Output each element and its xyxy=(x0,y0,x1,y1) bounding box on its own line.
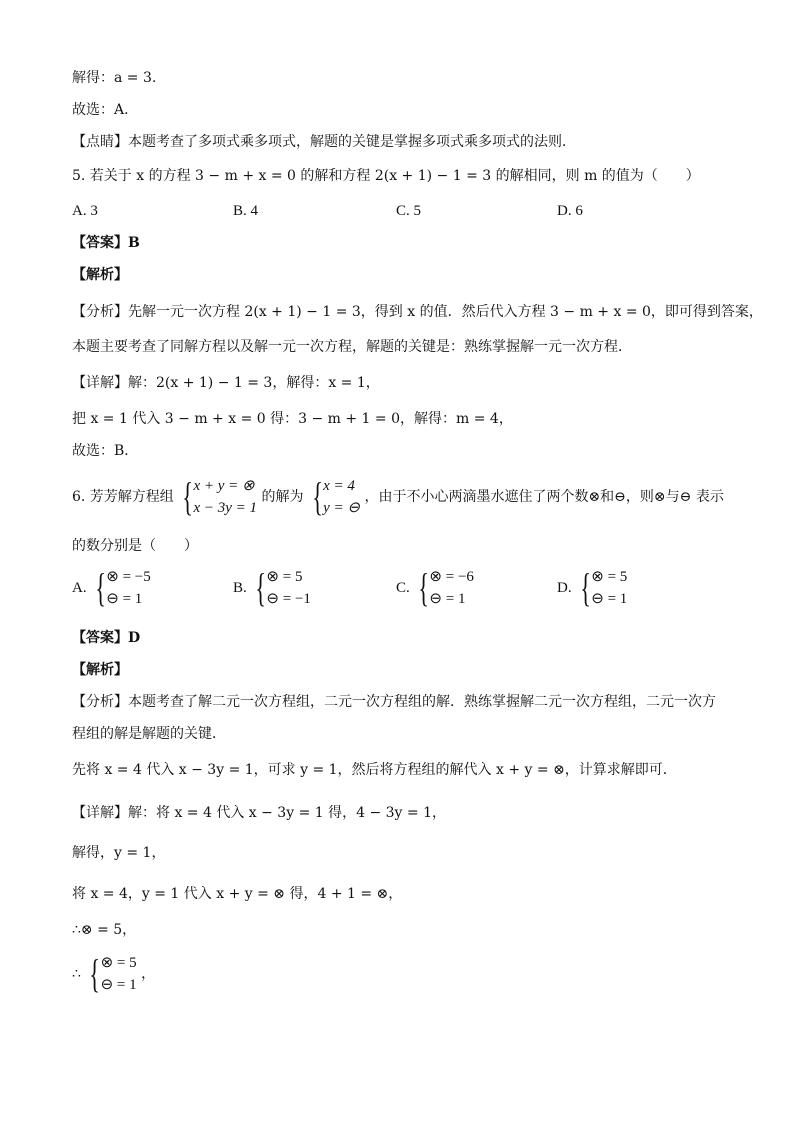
option-label: D. xyxy=(557,580,572,596)
choice-line: 故选：A． xyxy=(72,102,139,118)
q5-option-a: A. 3 xyxy=(72,203,98,219)
brace-icon: { xyxy=(89,951,101,996)
analysis-5-line-2: 本题主要考查了同解方程以及解一元一次方程，解题的关键是：熟练掌握解一元一次方程． xyxy=(72,339,632,355)
system-row: y = ⊖ xyxy=(323,500,360,516)
q6-middle: 的解为 xyxy=(261,489,304,505)
option-label: A. xyxy=(72,580,87,596)
analysis-6-line-3: 先将 x = 4 代入 x − 3y = 1，可求 y = 1，然后将方程组的解代入 x + y = ⊗，计算求解即可． xyxy=(72,762,677,778)
system-row: ⊗ = 5 xyxy=(591,569,628,585)
system-row: ⊗ = −5 xyxy=(106,569,151,585)
answer-5: 【答案】B xyxy=(72,235,140,251)
system-row: ⊖ = 1 xyxy=(106,591,143,607)
equation-system-2 xyxy=(308,475,360,519)
q6-option-b xyxy=(233,566,311,610)
system-row: x + y = ⊗ xyxy=(193,478,255,494)
q6-option-c xyxy=(396,566,474,610)
system-row: ⊖ = −1 xyxy=(266,591,311,607)
brace-icon: { xyxy=(418,565,430,610)
q6-prefix: 6. 芳芳解方程组 xyxy=(72,489,174,505)
detail-6-line-3: 将 x = 4，y = 1 代入 x + y = ⊗ 得，4 + 1 = ⊗， xyxy=(72,886,403,902)
detail-6-line-4: ∴⊗ = 5， xyxy=(72,922,137,938)
detail-5-line-3: 故选：B． xyxy=(72,443,139,459)
option-label: B. xyxy=(233,580,247,596)
q5-option-c: C. 5 xyxy=(396,203,422,219)
trailing-comma: ， xyxy=(141,966,156,982)
q6-option-d xyxy=(557,566,627,610)
analysis-heading-5: 【解析】 xyxy=(72,267,128,283)
equation-system-1 xyxy=(178,475,257,519)
question-6 xyxy=(72,473,724,521)
system-row: ⊖ = 1 xyxy=(429,591,466,607)
question-6-line-2: 的数分别是（ ） xyxy=(72,538,198,554)
detail-6-line-1: 【详解】解：将 x = 4 代入 x − 3y = 1 得，4 − 3y = 1， xyxy=(72,805,447,821)
analysis-6-line-2: 程组的解是解题的关键． xyxy=(72,726,226,742)
system-row: ⊗ = 5 xyxy=(266,569,303,585)
therefore-symbol: ∴ xyxy=(72,966,81,982)
system-row: ⊗ = −6 xyxy=(429,569,474,585)
q5-option-b: B. 4 xyxy=(233,203,259,219)
system-row: x − 3y = 1 xyxy=(193,500,258,516)
q6-suffix: ，由于不小心两滴墨水遮住了两个数⊗和⊖，则⊗与⊖ 表示 xyxy=(364,489,724,505)
comment-line: 【点睛】本题考查了多项式乘多项式，解题的关键是掌握多项式乘多项式的法则． xyxy=(72,134,576,150)
detail-5-line-2: 把 x = 1 代入 3 − m + x = 0 得：3 − m + 1 = 0，解得：m = 4， xyxy=(72,411,513,427)
system-row: ⊖ = 1 xyxy=(591,591,628,607)
analysis-5-line-1: 【分析】先解一元一次方程 2(x + 1) − 1 = 3，得到 x 的值．然后代入方程 3 − m + x = 0，即可得到答案， xyxy=(72,304,763,320)
system-row: ⊗ = 5 xyxy=(100,955,137,971)
brace-icon: { xyxy=(182,474,194,519)
brace-icon: { xyxy=(95,565,106,610)
option-label: C. xyxy=(396,580,410,596)
question-5: 5. 若关于 x 的方程 3 − m + x = 0 的解和方程 2(x + 1) − 1 = 3 的解相同，则 m 的值为（ ） xyxy=(72,168,700,184)
analysis-heading-6: 【解析】 xyxy=(72,662,128,678)
system-row: ⊖ = 1 xyxy=(100,977,137,993)
detail-5-line-1: 【详解】解：2(x + 1) − 1 = 3，解得：x = 1， xyxy=(72,375,380,391)
system-row: x = 4 xyxy=(323,478,355,494)
answer-6: 【答案】D xyxy=(72,630,141,646)
brace-icon: { xyxy=(312,474,323,519)
detail-6-line-2: 解得，y = 1， xyxy=(72,845,166,861)
q5-option-d: D. 6 xyxy=(557,203,583,219)
q6-option-a xyxy=(72,566,151,610)
detail-6-line-5 xyxy=(72,950,155,998)
brace-icon: { xyxy=(580,565,591,610)
solution-line: 解得：a = 3. xyxy=(72,70,157,86)
analysis-6-line-1: 【分析】本题考查了解二元一次方程组，二元一次方程组的解．熟练掌握解二元一次方程组，二元一次方 xyxy=(72,694,716,710)
brace-icon: { xyxy=(255,565,267,610)
